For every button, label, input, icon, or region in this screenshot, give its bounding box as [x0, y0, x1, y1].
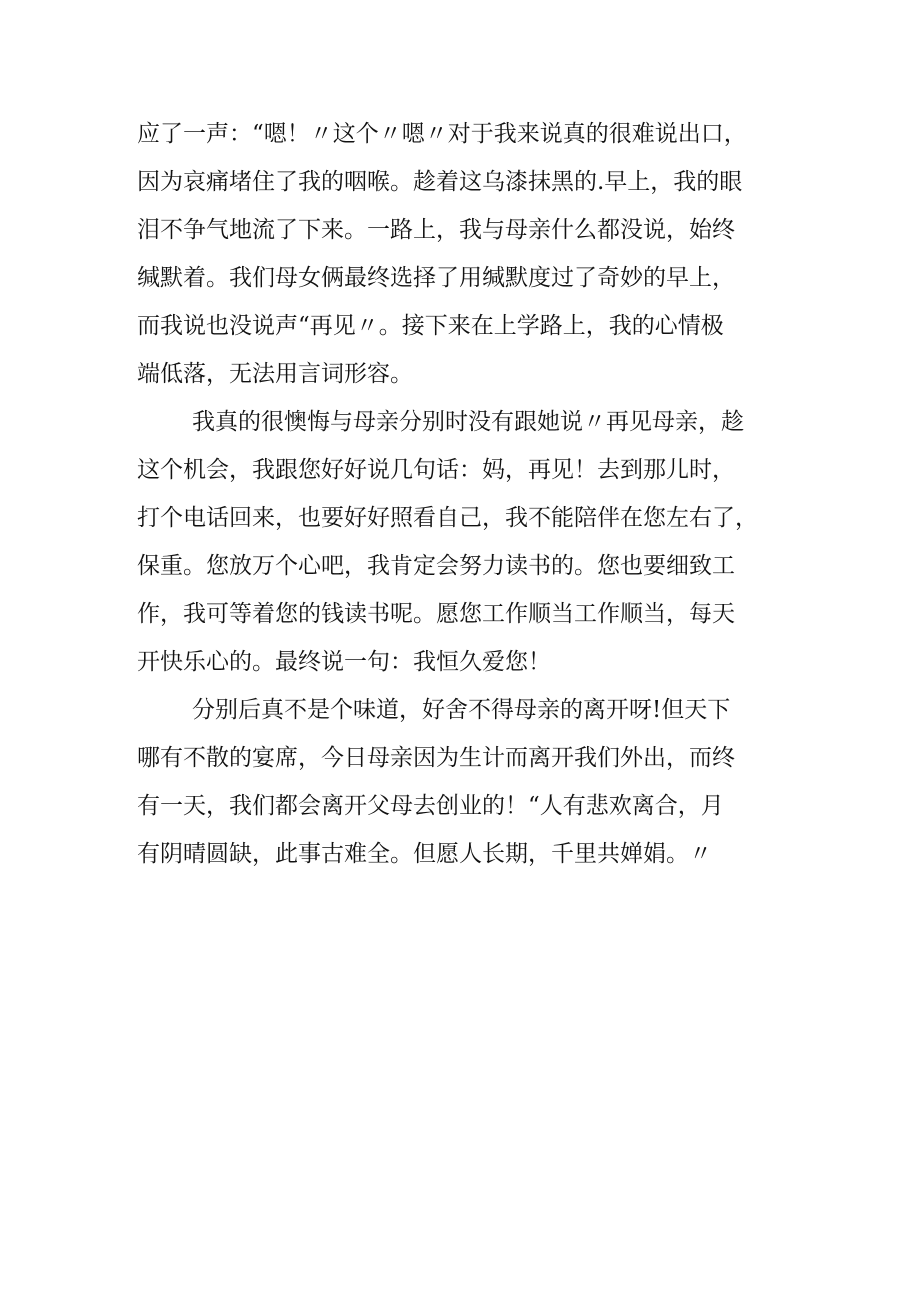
text-line: 保重。您放万个心吧，我肯定会努力读书的。您也要细致工 [137, 553, 735, 579]
text-line: 泪不争气地流了下来。一路上，我与母亲什么都没说，始终 [137, 217, 735, 243]
text-line: 打个电话回来，也要好好照看自己，我不能陪伴在您左右了， [137, 505, 758, 531]
text-line: 因为哀痛堵住了我的咽喉。趁着这乌漆抹黑的.早上，我的眼 [137, 169, 743, 195]
paragraph-3 [137, 686, 797, 878]
document-body [137, 110, 797, 878]
text-line: 作，我可等着您的钱读书呢。愿您工作顺当工作顺当，每天 [137, 601, 735, 627]
text-line: 我真的很懊悔与母亲分别时没有跟她说〃再见母亲，趁 [192, 409, 744, 435]
text-line: 哪有不散的宴席，今日母亲因为生计而离开我们外出，而终 [137, 745, 735, 771]
text-line: 分别后真不是个味道，好舍不得母亲的离开呀!但天下 [192, 697, 731, 723]
text-line: 有阴晴圆缺，此事古难全。但愿人长期，千里共婵娟。〃 [137, 841, 712, 867]
text-line: 这个机会，我跟您好好说几句话：妈，再见！去到那儿时， [137, 457, 735, 483]
text-line: 有一天，我们都会离开父母去创业的！“人有悲欢离合，月 [137, 793, 724, 819]
text-line: 缄默着。我们母女俩最终选择了用缄默度过了奇妙的早上， [137, 265, 735, 291]
paragraph-1 [137, 110, 797, 398]
text-line: 应了一声：“嗯！〃这个〃嗯〃对于我来说真的很难说出口， [137, 121, 747, 147]
text-line: 开快乐心的。最终说一句：我恒久爱您！ [137, 649, 551, 675]
text-line: 而我说也没说声“再见〃。接下来在上学路上，我的心情极 [137, 313, 724, 339]
paragraph-2 [137, 398, 797, 686]
text-line: 端低落，无法用言词形容。 [137, 361, 413, 387]
